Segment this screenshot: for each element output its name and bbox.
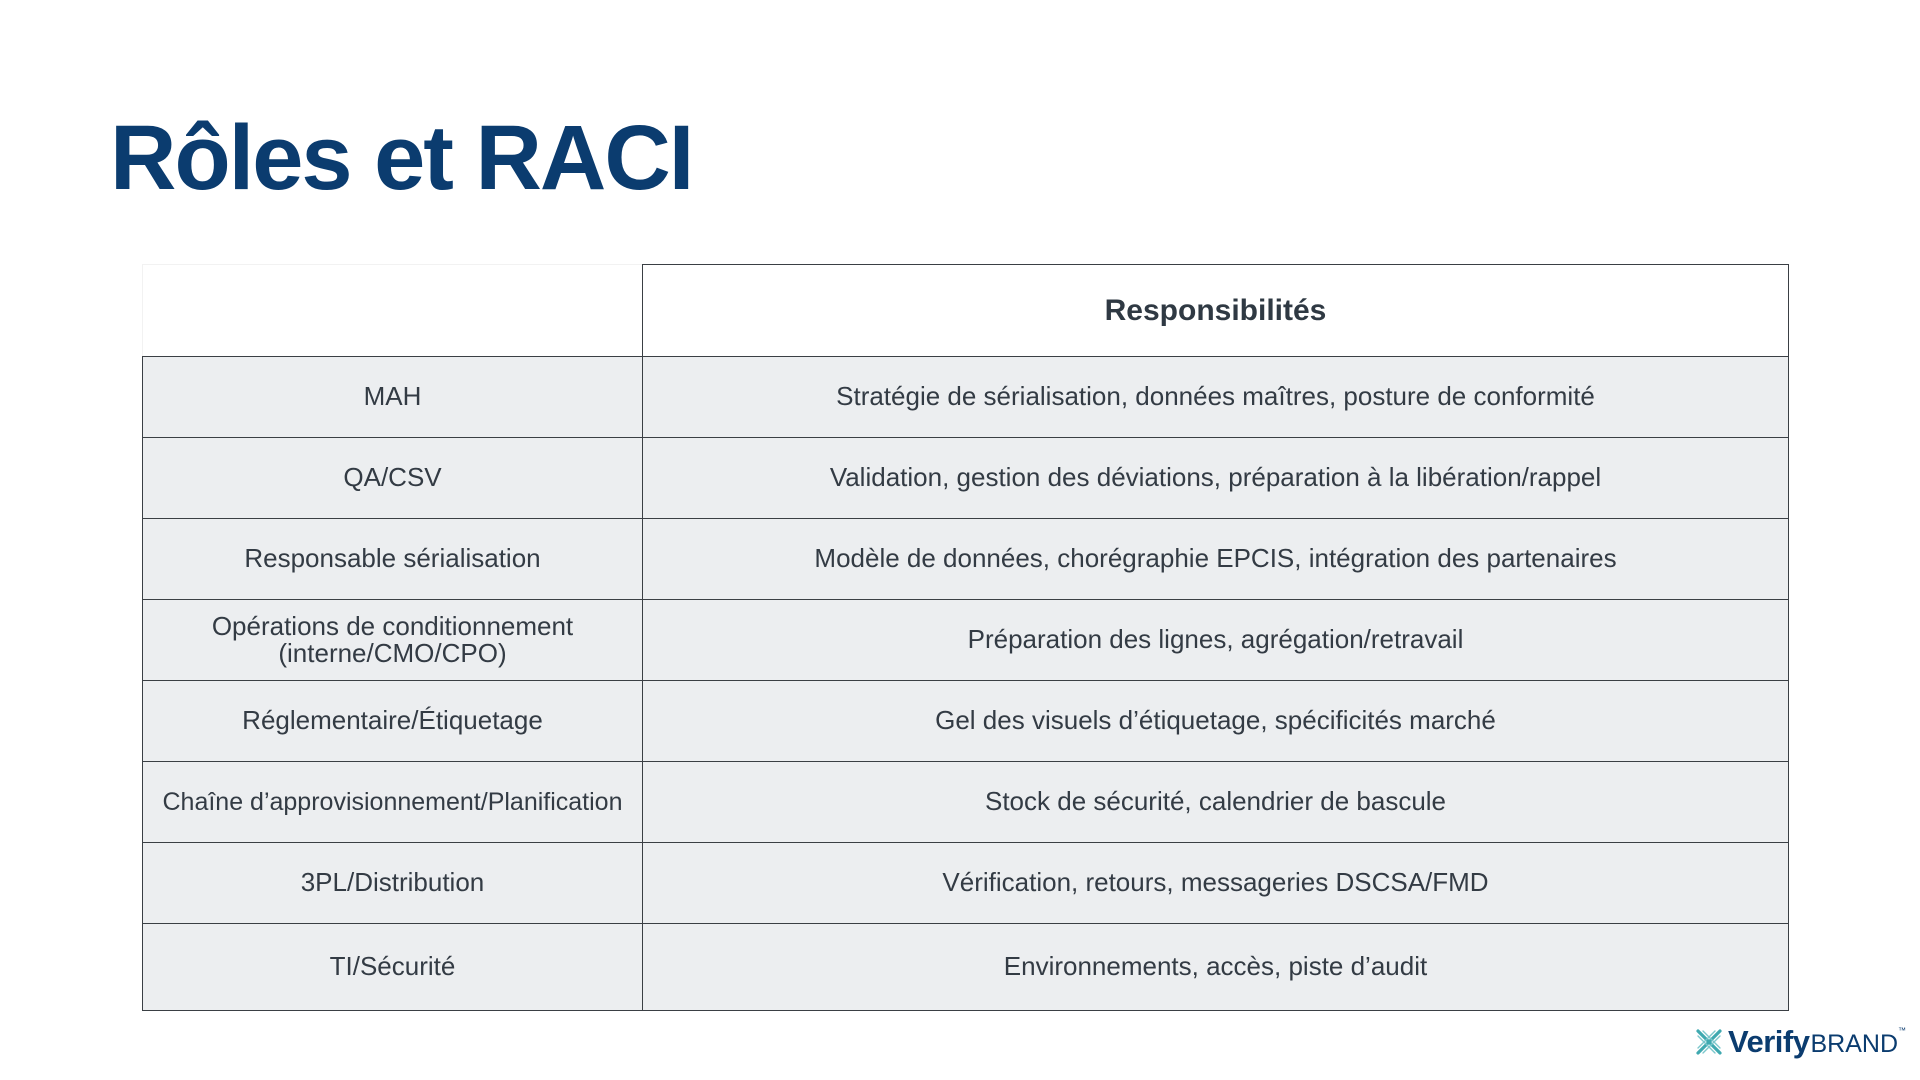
table-row bbox=[143, 762, 1789, 843]
responsibilities-cell: Validation, gestion des déviations, préparation à la libération/rappel bbox=[643, 438, 1789, 519]
table-row bbox=[143, 600, 1789, 681]
header-role bbox=[143, 265, 643, 357]
logo-trademark: ™ bbox=[1898, 1026, 1906, 1035]
table-row bbox=[143, 924, 1789, 1011]
verifybrand-x-icon bbox=[1694, 1027, 1724, 1057]
table-row bbox=[143, 681, 1789, 762]
table-header-row bbox=[143, 265, 1789, 357]
role-cell: 3PL/Distribution bbox=[143, 843, 643, 924]
role-cell: TI/Sécurité bbox=[143, 924, 643, 1011]
role-cell: MAH bbox=[143, 357, 643, 438]
responsibilities-cell: Préparation des lignes, agrégation/retravail bbox=[643, 600, 1789, 681]
role-cell: Réglementaire/Étiquetage bbox=[143, 681, 643, 762]
logo-brand-text: BRAND bbox=[1810, 1029, 1898, 1058]
responsibilities-cell: Stratégie de sérialisation, données maîtres, posture de conformité bbox=[643, 357, 1789, 438]
responsibilities-cell: Gel des visuels d’étiquetage, spécificités marché bbox=[643, 681, 1789, 762]
responsibilities-cell: Stock de sécurité, calendrier de bascule bbox=[643, 762, 1789, 843]
role-cell: QA/CSV bbox=[143, 438, 643, 519]
table-row bbox=[143, 438, 1789, 519]
role-cell: Responsable sérialisation bbox=[143, 519, 643, 600]
page-title: Rôles et RACI bbox=[110, 107, 693, 209]
header-responsibilities: Responsibilités bbox=[643, 265, 1789, 357]
raci-table bbox=[142, 264, 1789, 1011]
table-row bbox=[143, 519, 1789, 600]
logo-verify-text: Verify bbox=[1728, 1024, 1810, 1059]
verifybrand-logo bbox=[1694, 1024, 1906, 1060]
table-row bbox=[143, 357, 1789, 438]
role-cell: Chaîne d’approvisionnement/Planification bbox=[143, 762, 643, 843]
responsibilities-cell: Environnements, accès, piste d’audit bbox=[643, 924, 1789, 1011]
role-cell: Opérations de conditionnement (interne/CMO/CPO) bbox=[143, 600, 643, 681]
table-row bbox=[143, 843, 1789, 924]
responsibilities-cell: Vérification, retours, messageries DSCSA/FMD bbox=[643, 843, 1789, 924]
responsibilities-cell: Modèle de données, chorégraphie EPCIS, intégration des partenaires bbox=[643, 519, 1789, 600]
